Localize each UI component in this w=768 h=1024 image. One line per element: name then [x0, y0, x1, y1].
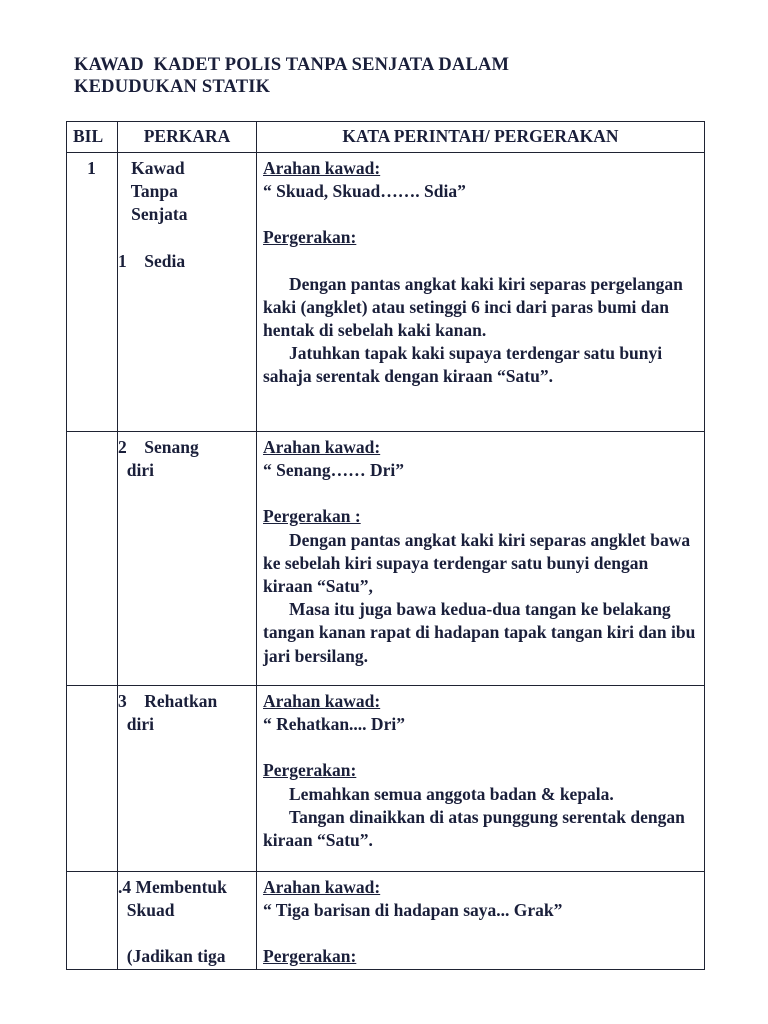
table-row [67, 153, 705, 432]
perkara-line: .4 Membentuk [118, 877, 227, 897]
movement-paragraph: Jatuhkan tapak kaki supaya terdengar satu bunyi sahaja serentak dengan kiraan “Satu”. [263, 343, 663, 387]
title-line-2: KEDUDUKAN STATIK [74, 77, 271, 97]
pergerakan-label: Pergerakan: [263, 227, 357, 248]
movement-paragraph: Dengan pantas angkat kaki kiri separas angklet bawa ke sebelah kiri supaya terdengar satu bunyi dengan kiraan “Satu”, [263, 529, 691, 597]
cell-bil [67, 686, 118, 872]
perkara-line: Senjata [118, 204, 188, 225]
document-title [74, 54, 509, 98]
movement-paragraph: Lemahkan semua anggota badan & kepala. [289, 783, 614, 804]
table-row [67, 686, 705, 872]
arahan-label: Arahan kawad: [263, 877, 381, 897]
cell-detail [257, 153, 705, 432]
pergerakan-label: Pergerakan: [263, 760, 357, 781]
drill-table [66, 121, 705, 970]
perkara-line: diri [118, 714, 154, 735]
arahan-label: Arahan kawad: [263, 691, 381, 711]
cell-perkara [118, 432, 257, 686]
arahan-text: “ Senang…… Dri” [263, 460, 404, 481]
cell-perkara [118, 153, 257, 432]
pergerakan-label: Pergerakan : [263, 506, 361, 527]
title-line-1: KAWAD KADET POLIS TANPA SENJATA DALAM [74, 55, 510, 75]
perkara-line: 1 Sedia [118, 250, 186, 271]
perkara-line: Skuad [118, 900, 175, 921]
cell-perkara [118, 872, 257, 970]
arahan-label: Arahan kawad: [263, 437, 381, 457]
movement-paragraph: Dengan pantas angkat kaki kiri separas pergelangan kaki (angklet) atau setinggi 6 inci dari paras bumi dan hentak di sebelah kaki kanan. [263, 273, 683, 341]
perkara-line: (Jadikan tiga [118, 946, 226, 967]
perkara-line: diri [118, 460, 154, 481]
table-row [67, 872, 705, 970]
perkara-line: 2 Senang [118, 437, 199, 457]
header-perkara: PERKARA [118, 122, 257, 153]
table-row [67, 432, 705, 686]
cell-bil: 1 [67, 153, 118, 432]
cell-detail [257, 872, 705, 970]
arahan-text: “ Rehatkan.... Dri” [263, 714, 405, 735]
header-kata-perintah: KATA PERINTAH/ PERGERAKAN [257, 122, 705, 153]
cell-detail [257, 432, 705, 686]
movement-paragraph: Tangan dinaikkan di atas punggung serentak dengan kiraan “Satu”. [263, 806, 685, 851]
cell-detail [257, 686, 705, 872]
perkara-line: Tanpa [118, 181, 178, 202]
cell-bil [67, 872, 118, 970]
arahan-text: “ Skuad, Skuad……. Sdia” [263, 181, 466, 202]
arahan-label: Arahan kawad: [263, 158, 381, 178]
header-bil: BIL [67, 122, 118, 153]
cell-perkara [118, 686, 257, 872]
table-header-row [67, 122, 705, 153]
perkara-line: 3 Rehatkan [118, 691, 218, 711]
perkara-line: Kawad [118, 158, 185, 178]
cell-bil [67, 432, 118, 686]
movement-paragraph: Masa itu juga bawa kedua-dua tangan ke belakang tangan kanan rapat di hadapan tapak tangan kiri dan ibu jari bersilang. [263, 599, 696, 666]
pergerakan-label: Pergerakan: [263, 946, 357, 967]
arahan-text: “ Tiga barisan di hadapan saya... Grak” [263, 900, 563, 921]
